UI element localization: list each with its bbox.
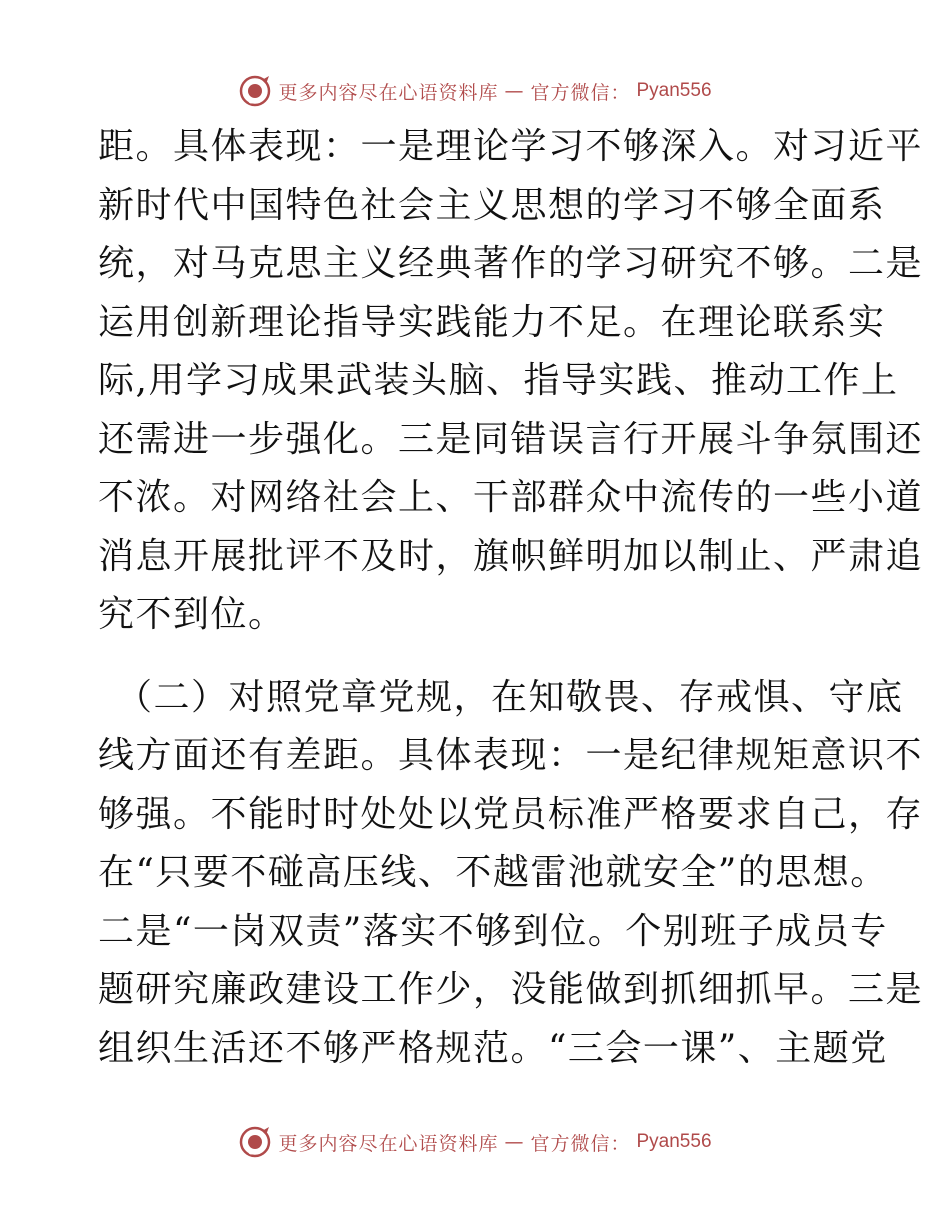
text-line: 距。具体表现：一是理论学习不够深入。对习近平 — [98, 126, 924, 167]
watermark-contact: 官方微信： — [530, 1132, 631, 1155]
paragraph-gap — [98, 645, 858, 669]
text-line: 线方面还有差距。具体表现：一是纪律规矩意识不 — [98, 735, 924, 776]
paragraph-2 — [98, 669, 924, 1079]
watermark-separator: — — [504, 1131, 525, 1153]
watermark-text: 更多内容尽在心语资料库 — [278, 1132, 499, 1155]
text-line: 运用创新理论指导实践能力不足。在理论联系实 — [98, 301, 886, 343]
text-line: （二）对照党章党规，在知敬畏、存戒惧、守底 — [116, 676, 904, 718]
text-line: 统，对马克思主义经典著作的学习研究不够。二是 — [98, 243, 924, 284]
text-line: 还需进一步强化。三是同错误言行开展斗争氛围还 — [98, 418, 924, 460]
watermark-id: Pyan556 — [636, 80, 712, 101]
watermark-contact: 官方微信： — [530, 81, 631, 104]
text-line: 组织生活还不够严格规范。“三会一课”、主题党 — [98, 1027, 888, 1069]
document-body — [98, 118, 924, 1078]
watermark-id: Pyan556 — [636, 1131, 712, 1152]
footer-watermark — [0, 1125, 950, 1159]
text-line: 消息开展批评不及时，旗帜鲜明加以制止、严肃追 — [98, 535, 924, 577]
logo-icon — [238, 1125, 272, 1159]
watermark-text: 更多内容尽在心语资料库 — [278, 81, 499, 104]
paragraph-1 — [98, 118, 924, 645]
text-line: 际,用学习成果武装头脑、指导实践、推动工作上 — [98, 360, 899, 401]
header-watermark — [0, 74, 950, 108]
text-line: 二是“一岗双责”落实不够到位。个别班子成员专 — [98, 910, 888, 952]
text-line: 不浓。对网络社会上、干部群众中流传的一些小道 — [98, 477, 924, 518]
text-line: 题研究廉政建设工作少，没能做到抓细抓早。三是 — [98, 969, 924, 1010]
text-line: 究不到位。 — [98, 594, 286, 635]
logo-icon — [238, 74, 272, 108]
text-line: 新时代中国特色社会主义思想的学习不够全面系 — [98, 184, 886, 226]
text-line: 在“只要不碰高压线、不越雷池就安全”的思想。 — [98, 852, 888, 893]
watermark-separator: — — [504, 80, 525, 102]
text-line: 够强。不能时时处处以党员标准严格要求自己，存 — [98, 793, 924, 835]
